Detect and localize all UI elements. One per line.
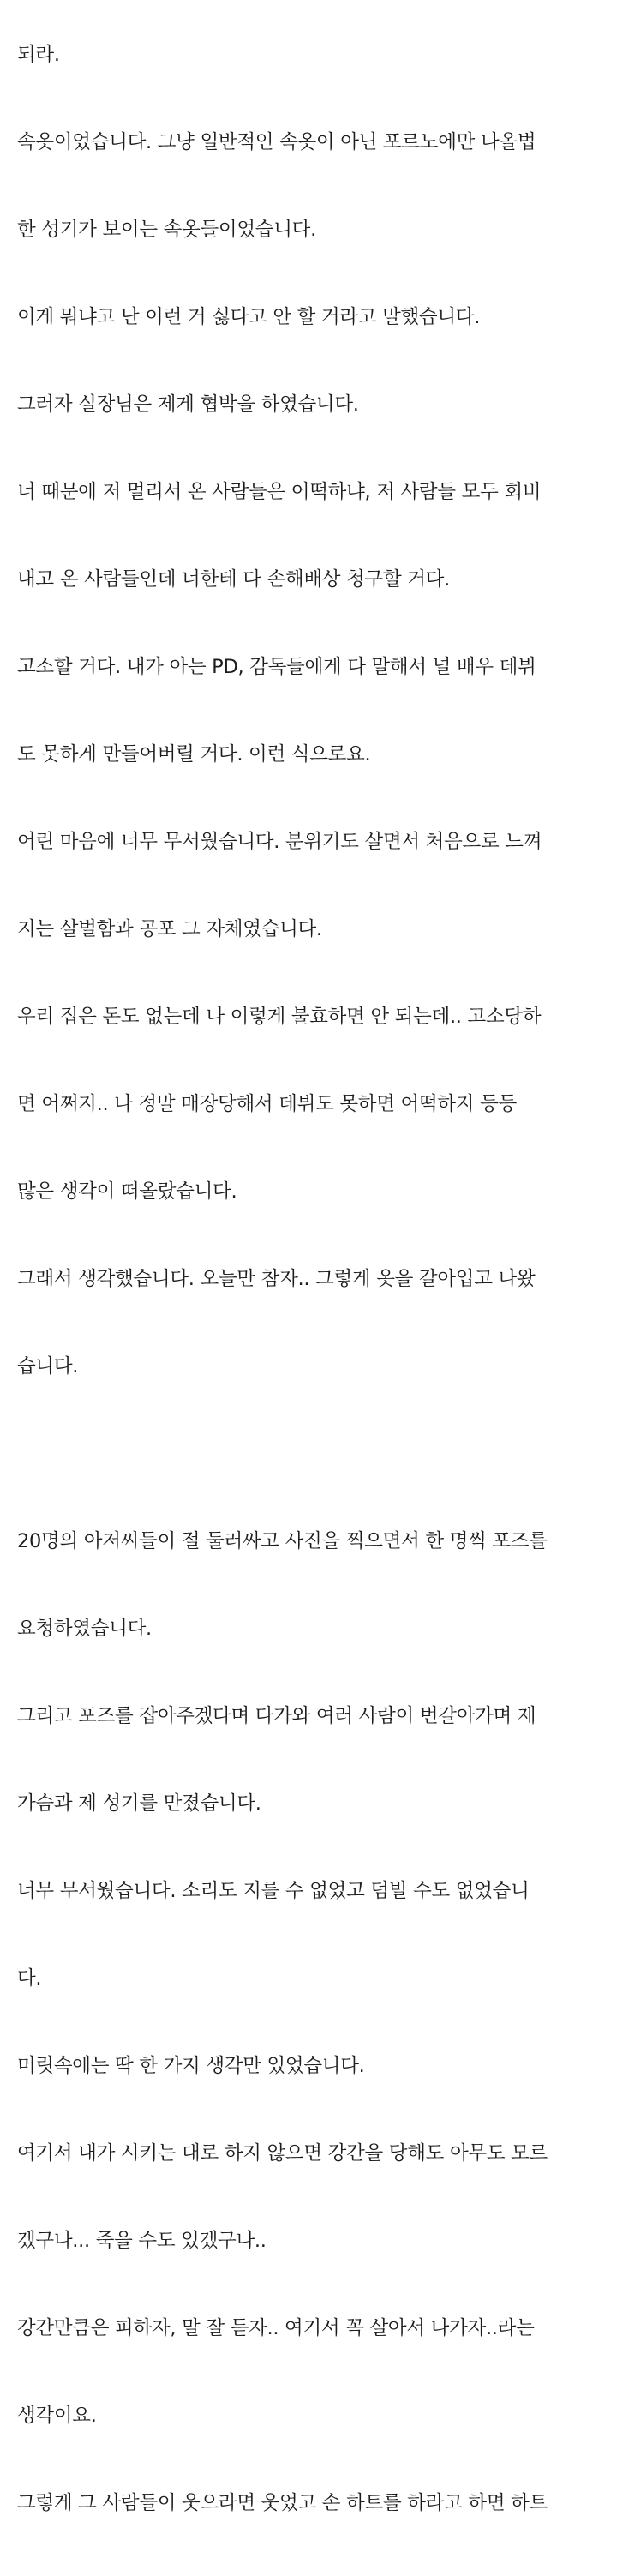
paragraph-break: [17, 1439, 617, 1468]
text-line-17: 20명의 아저씨들이 절 둘러싸고 사진을 찍으면서 한 명씩 포즈를: [17, 1530, 548, 1552]
text-line-13: 많은 생각이 떠올랐습니다.: [17, 1180, 237, 1203]
text-line-11: 우리 집은 돈도 없는데 나 이렇게 불효하면 안 되는데.. 고소당하: [17, 1006, 542, 1028]
text-line-9: 어린 마음에 너무 무서웠습니다. 분위기도 살면서 처음으로 느껴: [17, 831, 542, 853]
text-line-24: 여기서 내가 시키는 대로 하지 않으면 강간을 당해도 아무도 모르: [17, 2142, 548, 2165]
text-line-22: 다.: [17, 1967, 42, 1990]
text-line-27: 생각이요.: [17, 2405, 97, 2427]
text-line-7: 고소할 거다. 내가 아는 PD, 감독들에게 다 말해서 널 배우 데뷔: [17, 656, 536, 678]
text-line-12: 면 어쩌지.. 나 정말 매장당해서 데뷔도 못하면 어떡하지 등등: [17, 1093, 517, 1115]
text-line-18: 요청하였습니다.: [17, 1618, 152, 1640]
text-line-19: 그리고 포즈를 잡아주겠다며 다가와 여러 사람이 번갈아가며 제: [17, 1705, 536, 1727]
text-line-4: 그러자 실장님은 제게 협박을 하였습니다.: [17, 393, 359, 416]
text-line-14: 그래서 생각했습니다. 오늘만 참자.. 그렇게 옷을 갈아입고 나왔: [17, 1268, 536, 1290]
text-line-6: 내고 온 사람들인데 너한테 다 손해배상 청구할 거다.: [17, 568, 450, 591]
text-line-10: 지는 살벌함과 공포 그 자체였습니다.: [17, 918, 322, 940]
text-line-3: 이게 뭐냐고 난 이런 거 싫다고 안 할 거라고 말했습니다.: [17, 306, 481, 328]
text-line-28: 그렇게 그 사람들이 웃으라면 웃었고 손 하트를 하라고 하면 하트: [17, 2492, 548, 2514]
text-line-20: 가슴과 제 성기를 만졌습니다.: [17, 1792, 261, 1815]
text-line-26: 강간만큼은 피하자, 말 잘 듣자.. 여기서 꼭 살아서 나가자..라는: [17, 2317, 535, 2339]
text-line-25: 겠구나... 죽을 수도 있겠구나..: [17, 2230, 267, 2252]
text-line-0: 되라.: [17, 44, 60, 66]
text-line-2: 한 성기가 보이는 속옷들이었습니다.: [17, 219, 316, 241]
text-line-15: 습니다.: [17, 1355, 79, 1378]
text-line-21: 너무 무서웠습니다. 소리도 지를 수 없었고 덤빌 수도 없었습니: [17, 1880, 530, 1902]
text-line-8: 도 못하게 만들어버릴 거다. 이런 식으로요.: [17, 743, 371, 766]
text-line-1: 속옷이었습니다. 그냥 일반적인 속옷이 아닌 포르노에만 나올법: [17, 131, 536, 153]
post-body: [17, 0, 617, 2576]
text-line-23: 머릿속에는 딱 한 가지 생각만 있었습니다.: [17, 2055, 365, 2077]
text-line-5: 너 때문에 저 멀리서 온 사람들은 어떡하냐, 저 사람들 모두 회비: [17, 481, 542, 503]
